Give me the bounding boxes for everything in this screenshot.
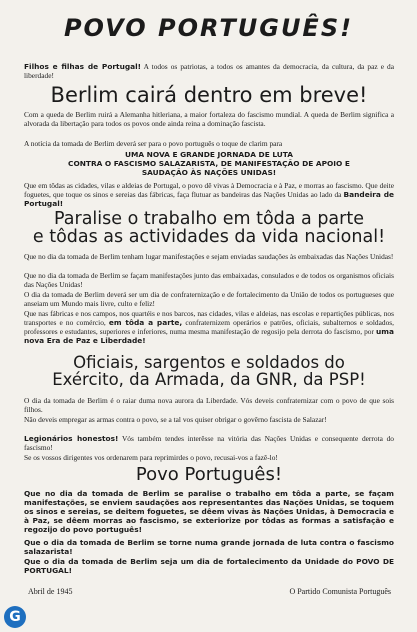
paragraph-queda: Com a queda de Berlim ruirá a Alemanha hitleriana, a maior fortaleza do fascismo mundial. A queda de Berlim significa a alvorada da libertação para todos os povos onde ainda reina a dominação fascista. [24, 110, 394, 128]
footer-signature: O Partido Comunista Português [289, 587, 391, 596]
paragraph-embaixadas: Que no dia da tomada de Berlim tenham lugar manifestações e sejam enviadas saudações às embaixadas das Nações Unidas! [24, 252, 394, 261]
paragraph-fabricas [24, 309, 394, 345]
intro-paragraph [24, 62, 394, 80]
paragraph-aurora: O dia da tomada de Berlim é o raiar duma nova aurora da Liberdade. Vós deveis confraternizar com o povo de que sois filhos. [24, 396, 394, 414]
caps-saudacao: SAUDAÇÃO ÀS NAÇÕES UNIDAS! [141, 168, 277, 177]
headline-paralise-line2: e tôdas as actividades da vida nacional! [32, 227, 386, 248]
paragraph-armas: Não deveis empregar as armas contra o povo, se a tal vos quiser obrigar o govêrno fascista de Salazar! [24, 415, 327, 424]
paragraph-noticia: A notícia da tomada de Berlim deverá ser para o povo português o toque de clarim para [24, 139, 283, 148]
caps-contra: CONTRA O FASCISMO SALAZARISTA, DE MANIFESTAÇÃO DE APOIO E [68, 159, 350, 168]
paragraph-fabricas-text: Que nas fábricas e nos campos, nos quartéis e nos barcos, nas cidades, vilas e aldeias, nas escolas e repartições públicas, nos transportes e no comércio, [24, 309, 394, 327]
paragraph-cidades [24, 181, 394, 208]
footer-date: Abril de 1945 [28, 587, 73, 596]
logo-letter: G [9, 609, 21, 625]
headline-paralise-line1: Paralise o trabalho em tôda a parte [54, 209, 364, 229]
paragraph-legionarios-bold: Legionários honestos! [24, 434, 119, 443]
intro-bold: Filhos e filhas de Portugal! [24, 62, 142, 71]
page-title: POVO PORTUGUÊS! [63, 14, 354, 42]
headline-oficiais [24, 354, 394, 389]
paragraph-consulados: Que no dia da tomada de Berlim se façam manifestações junto das embaixadas, consulados e de todos os organismos oficiais das Nações Unidas! [24, 271, 394, 289]
paragraph-final-2: Que o dia da tomada de Berlim se torne numa grande jornada de luta contra o fascismo salazarista! [24, 538, 394, 556]
headline-povo: Povo Português! [135, 464, 283, 485]
paragraph-fabricas-text2: confraternizem operários e patrões, oficiais, subalternos e soldados, professores e estudantes, superiores e inferiores, numa mesma manifestação de regosijo pela derrota do fascismo, por [24, 318, 394, 336]
headline-paralise [24, 210, 394, 247]
headline-oficiais-line2: Exército, da Armada, da GNR, da PSP! [52, 370, 366, 390]
paragraph-legionarios-text: Vós também tendes interêsse na vitória das Nações Unidas e consequente derrota do fascismo! [24, 434, 394, 452]
paragraph-fabricas-bold: em tôda a parte, [108, 318, 183, 327]
paragraph-cidades-text: Que em tôdas as cidades, vilas e aldeias de Portugal, o povo dê vivas à Democracia e à Paz, e morras ao fascismo. Que deite foguetes, que toque os sinos e sereias das fábricas, faça flutuar as bandeiras das Nações Unidas ao lado da [24, 181, 394, 199]
watermark-logo [4, 606, 26, 628]
paragraph-confraternizacao: O dia da tomada de Berlim deverá ser um dia de confraternização e de fortalecimento da União de todos os portugueses que anseiam um Mundo mais livre, culto e feliz! [24, 290, 394, 308]
paragraph-cidades-bold: Bandeira de Portugal! [24, 190, 394, 208]
intro-text: A todos os patriotas, a todos os amantes da democracia, da cultura, da paz e da liberdade! [24, 62, 394, 80]
paragraph-fabricas-bold2: uma nova Era de Paz e Liberdade! [24, 327, 394, 345]
headline-oficiais-line1: Oficiais, sargentos e soldados do [73, 353, 345, 372]
caps-jornada: UMA NOVA E GRANDE JORNADA DE LUTA [125, 150, 293, 159]
paragraph-final-3: Que o dia da tomada de Berlim seja um dia de fortalecimento da Unidade do POVO DE PORTUGAL! [24, 557, 394, 575]
headline-berlim: Berlim cairá dentro em breve! [50, 83, 368, 107]
paragraph-reprimir: Se os vossos dirigentes vos ordenarem para reprimirdes o povo, recusai-vos a fazê-lo! [24, 453, 278, 462]
paragraph-final-1: Que no dia da tomada de Berlim se paralise o trabalho em tôda a parte, se façam manifestações, se enviem saudações aos representantes das Nações Unidas, se toquem os sinos e sereias, se deitem foguetes, se dêem vivas às Nações Unidas, à Democracia e à Paz, se dêem morras ao fascismo, se exteriorize por tôdas as formas a satisfação e regozijo do povo português! [24, 489, 394, 534]
paragraph-legionarios [24, 434, 394, 452]
